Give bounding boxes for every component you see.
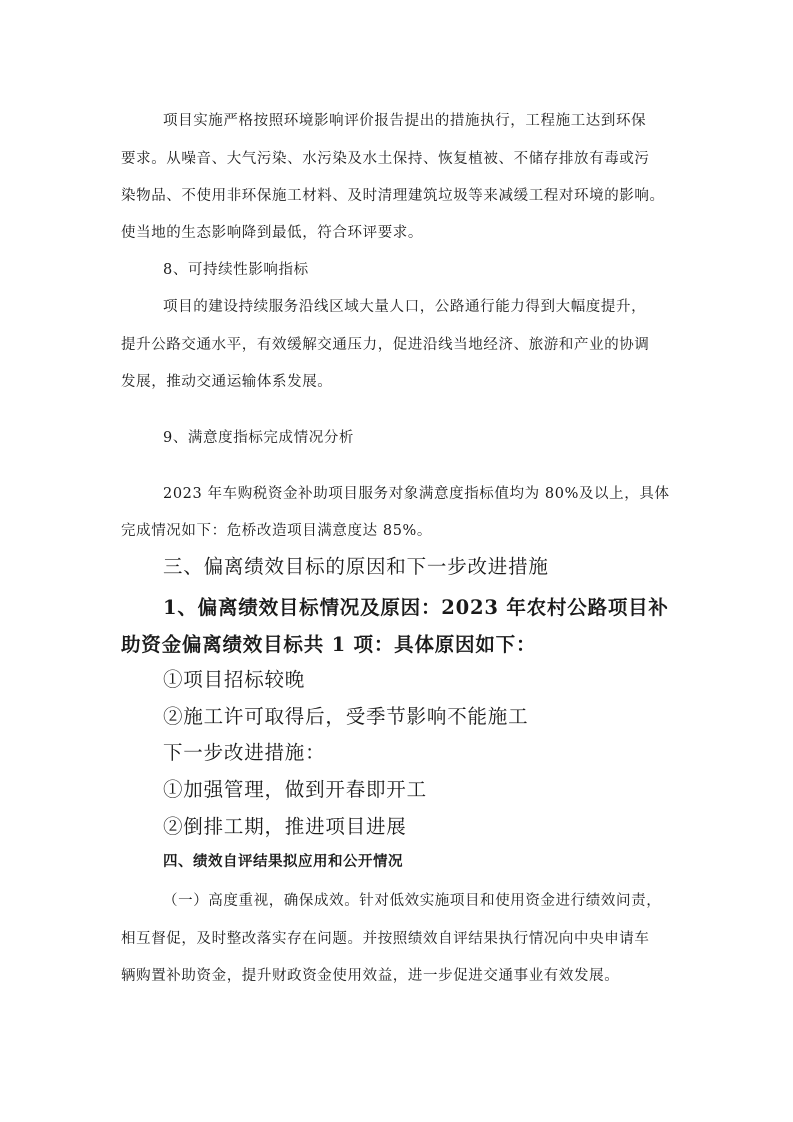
- section-3-item-1-line-1: 1、偏离绩效目标情况及原因：2023 年农村公路项目补: [163, 596, 669, 619]
- section-9-heading: 9、满意度指标完成情况分析: [163, 430, 355, 446]
- section-4-line-3: 辆购置补助资金，提升财政资金使用效益，进一步促进交通事业有效发展。: [121, 968, 620, 984]
- section-4-line-1: （一）高度重视，确保成效。针对低效实施项目和使用资金进行绩效问责，: [163, 893, 662, 909]
- next-steps-heading: 下一步改进措施：: [163, 741, 326, 764]
- section-9-line-1: 2023 年车购税资金补助项目服务对象满意度指标值均为 80%及以上，具体: [163, 486, 670, 502]
- section-8-line-1: 项目的建设持续服务沿线区域大量人口，公路通行能力得到大幅度提升，: [163, 299, 647, 315]
- env-paragraph-line-2: 要求。从噪音、大气污染、水污染及水土保持、恢复植被、不储存排放有毒或污: [121, 151, 650, 167]
- section-8-heading: 8、可持续性影响指标: [163, 262, 309, 278]
- env-paragraph-line-1: 项目实施严格按照环境影响评价报告提出的措施执行，工程施工达到环保: [163, 113, 647, 129]
- env-paragraph-line-4: 使当地的生态影响降到最低，符合环评要求。: [121, 225, 423, 241]
- next-step-1: ①加强管理，做到开春即开工: [163, 778, 427, 801]
- section-3-heading: 三、偏离绩效目标的原因和下一步改进措施: [163, 555, 549, 578]
- section-8-line-3: 发展，推动交通运输体系发展。: [121, 374, 333, 390]
- section-4-line-2: 相互督促，及时整改落实存在问题。并按照绩效自评结果执行情况向中央申请车: [121, 931, 650, 947]
- next-step-2: ②倒排工期，推进项目进展: [163, 815, 407, 838]
- section-4-heading: 四、绩效自评结果拟应用和公开情况: [163, 854, 403, 870]
- section-3-item-1-line-2: 助资金偏离绩效目标共 1 项：具体原因如下：: [121, 633, 537, 656]
- reason-2: ②施工许可取得后，受季节影响不能施工: [163, 705, 529, 728]
- section-9-line-2: 完成情况如下：危桥改造项目满意度达 85%。: [121, 523, 433, 539]
- reason-1: ①项目招标较晚: [163, 668, 306, 691]
- env-paragraph-line-3: 染物品、不使用非环保施工材料、及时清理建筑垃圾等来减缓工程对环境的影响。: [121, 188, 665, 204]
- section-8-line-2: 提升公路交通水平，有效缓解交通压力，促进沿线当地经济、旅游和产业的协调: [121, 337, 650, 353]
